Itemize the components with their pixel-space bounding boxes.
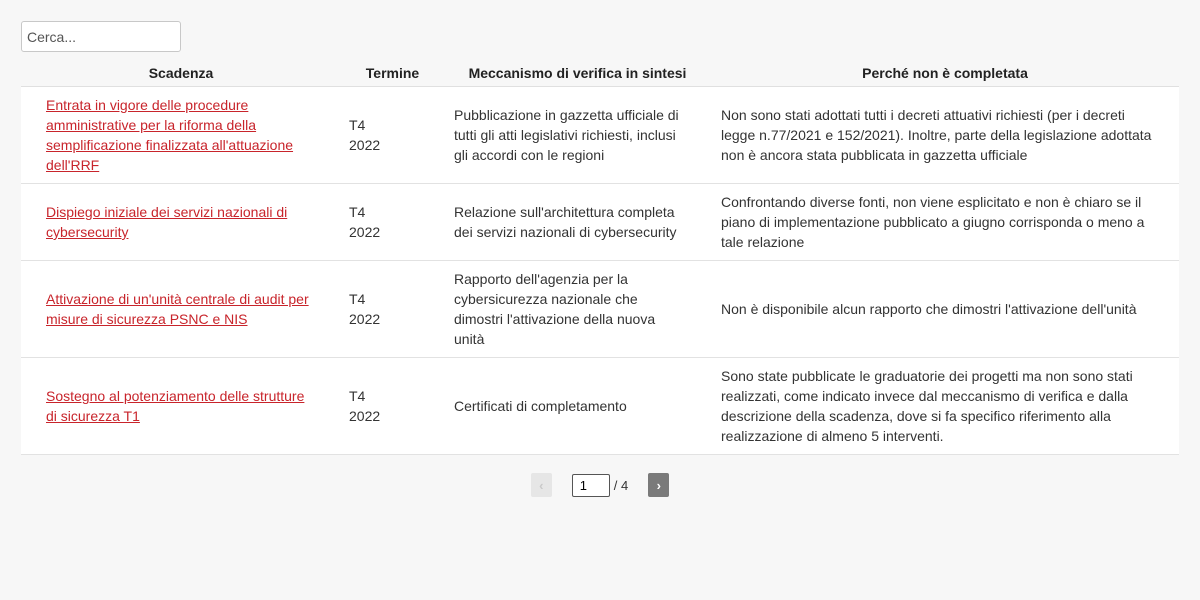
table-row (21, 87, 1179, 184)
termine-year: 2022 (349, 311, 381, 327)
search-input[interactable] (21, 21, 181, 52)
termine-quarter: T4 (349, 291, 366, 307)
scadenza-link[interactable]: Entrata in vigore delle procedure amministrative per la riforma della semplificazione finalizzata all'attuazione dell'RRF (46, 97, 294, 173)
cell-perche: Sono state pubblicate le graduatorie dei progetti ma non sono stati realizzati, come indicato invece dal meccanismo di verifica e dalla descrizione della scadenza, dove si fa specifico riferimento alla realizzazione di almeno 5 interventi. (711, 358, 1179, 455)
termine-year: 2022 (349, 224, 381, 240)
table-row (21, 261, 1179, 358)
total-pages-label: / 4 (613, 477, 629, 493)
cell-scadenza (21, 87, 341, 184)
scadenza-link[interactable]: Dispiego iniziale dei servizi nazionali di cybersecurity (46, 204, 288, 240)
cell-meccanismo: Relazione sull'architettura completa dei servizi nazionali di cybersecurity (444, 184, 711, 261)
scadenza-link[interactable]: Sostegno al potenziamento delle strutture di sicurezza T1 (46, 388, 305, 424)
cell-termine (341, 87, 444, 184)
cell-perche: Non sono stati adottati tutti i decreti attuativi richiesti (per i decreti legge n.77/2021 e 152/2021). Inoltre, parte della legislazione adottata non è ancora stata pubblicata in gazzetta ufficiale (711, 87, 1179, 184)
scadenza-link[interactable]: Attivazione di un'unità centrale di audit per misure di sicurezza PSNC e NIS (46, 291, 309, 327)
deadlines-table (21, 60, 1179, 455)
cell-meccanismo: Rapporto dell'agenzia per la cybersicurezza nazionale che dimostri l'attivazione della nuova unità (444, 261, 711, 358)
termine-quarter: T4 (349, 204, 366, 220)
page-number-input[interactable] (572, 474, 610, 497)
column-header-scadenza[interactable]: Scadenza (21, 60, 341, 87)
table-container (21, 21, 1179, 455)
cell-meccanismo: Certificati di completamento (444, 358, 711, 455)
cell-perche: Non è disponibile alcun rapporto che dimostri l'attivazione dell'unità (711, 261, 1179, 358)
termine-year: 2022 (349, 408, 381, 424)
prev-page-button[interactable]: ‹ (531, 473, 552, 497)
pagination (0, 473, 1200, 497)
termine-quarter: T4 (349, 388, 366, 404)
cell-perche: Confrontando diverse fonti, non viene esplicitato e non è chiaro se il piano di implementazione pubblicato a giugno corrisponda o meno a tale relazione (711, 184, 1179, 261)
cell-meccanismo: Pubblicazione in gazzetta ufficiale di tutti gli atti legislativi richiesti, inclusi gli accordi con le regioni (444, 87, 711, 184)
cell-scadenza (21, 358, 341, 455)
column-header-termine[interactable]: Termine (341, 60, 444, 87)
cell-scadenza (21, 261, 341, 358)
cell-termine (341, 184, 444, 261)
cell-scadenza (21, 184, 341, 261)
termine-year: 2022 (349, 137, 381, 153)
cell-termine (341, 358, 444, 455)
cell-termine (341, 261, 444, 358)
column-header-perche[interactable]: Perché non è completata (711, 60, 1179, 87)
column-header-meccanismo[interactable]: Meccanismo di verifica in sintesi (444, 60, 711, 87)
table-row (21, 184, 1179, 261)
next-page-button[interactable]: › (648, 473, 669, 497)
termine-quarter: T4 (349, 117, 366, 133)
table-header-row (21, 60, 1179, 87)
table-row (21, 358, 1179, 455)
